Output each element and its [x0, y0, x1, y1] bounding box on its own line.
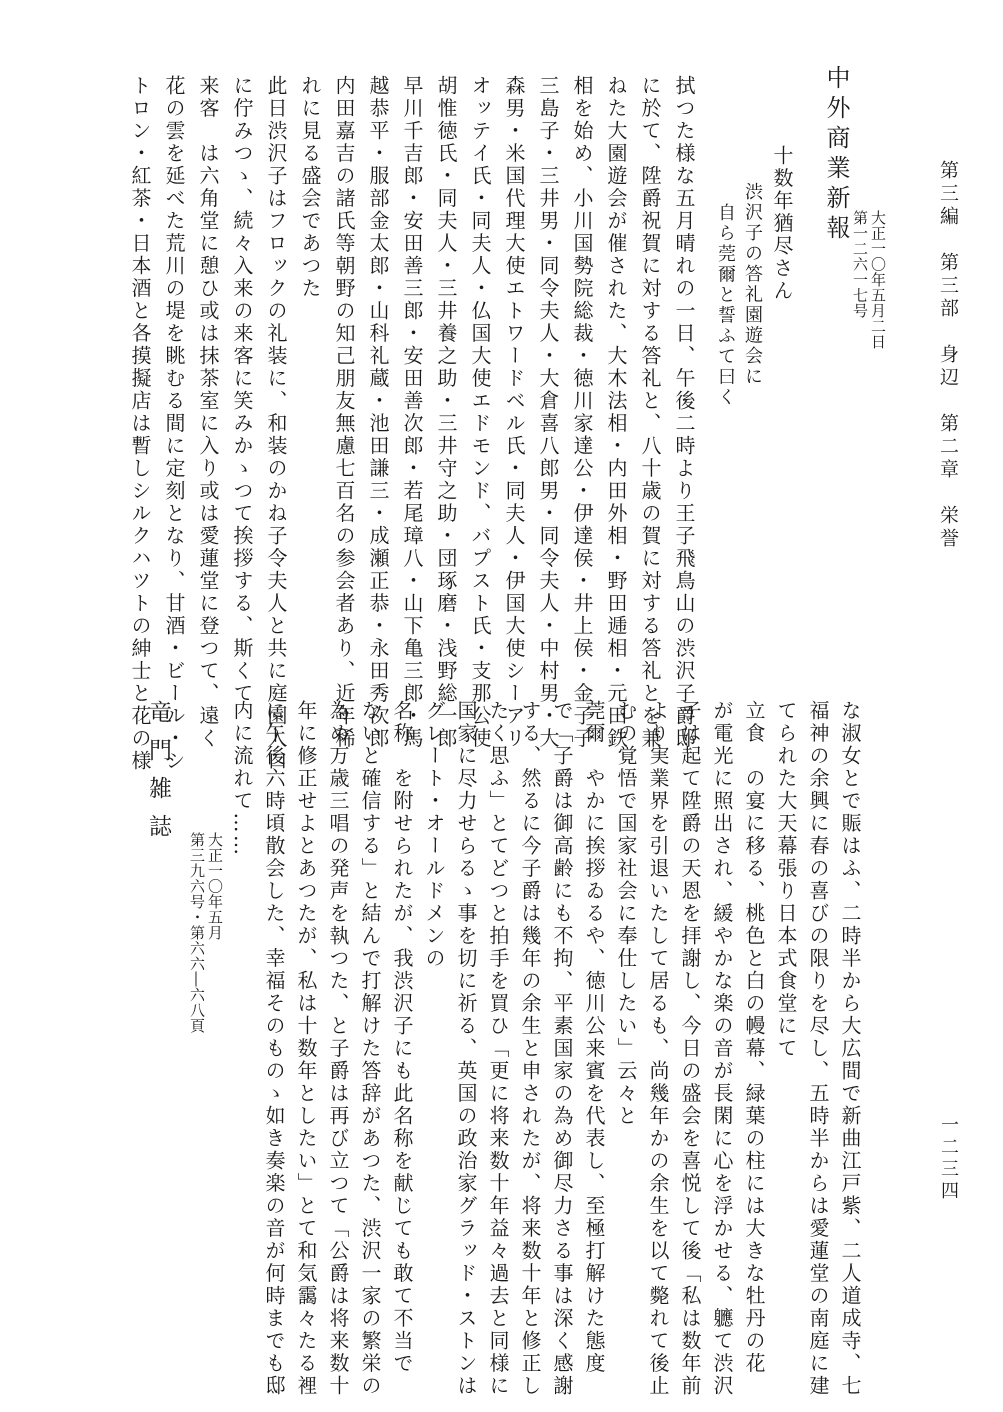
text-column: 相を始め、小川国勢院総裁・徳川家達公・伊達侯・井上侯・金子子 — [570, 75, 594, 750]
article-headline: 十数年猶尽さん — [770, 145, 794, 303]
text-column: 越恭平・服部金太郎・山科礼蔵・池田謙三・成瀬正恭・永田秀次郎 — [366, 75, 390, 750]
text-column: で「子爵は御高齢にも不拘、平素国家の為め御尽力さる事は深く感謝 — [550, 700, 574, 1398]
source-issue: 第一二六一七号 — [851, 210, 869, 319]
text-column: より実業界を引退いたして居るも、尚幾年かの余生を以て斃れて後止 — [646, 700, 670, 1398]
article-subhead: 自ら莞爾と誓ふて曰く — [715, 203, 736, 408]
text-column: 森男・米国代理大使エトワードベル氏・同夫人・伊国大使シーアリ — [502, 75, 526, 750]
text-column: 此日渋沢子はフロックの礼装に、和装のかね子令夫人と共に庭園入口 — [264, 75, 288, 773]
page-number: 一二三四 — [938, 1115, 959, 1203]
source-date: 大正一〇年五月二日 — [869, 210, 887, 350]
source2-issue: 第三九六号・第六六―六八頁 — [188, 832, 206, 1034]
source-title: 中外商業新報 — [822, 65, 850, 245]
article-subhead: 渋沢子の答礼園遊会に — [742, 182, 763, 387]
text-column: 年に修正せよとあつたが、私は十数年としたい」とて和気靄々たる裡 — [294, 700, 318, 1398]
text-column: 内田嘉吉の諸氏等朝野の知己朋友無慮七百名の参会者あり、近年稀 — [332, 75, 356, 750]
text-column: 立食 の宴に移る、桃色と白の幔幕、緑葉の柱には大きな牡丹の花 — [742, 700, 766, 1375]
text-column: 福神の余興に春の喜びの限りを尽し、五時半からは愛蓮堂の南庭に建 — [806, 700, 830, 1398]
text-column: たく思ふ」とてどつと拍手を買ひ「更に将来数十年益々過去と同様に — [486, 700, 510, 1398]
text-column: むの覚悟で国家社会に奉仕したい」云々と — [614, 700, 638, 1128]
text-column: 名称 を附せられたが、我渋沢子にも此名称を献じても敢て不当で — [390, 700, 414, 1375]
text-column: な淑女とで賑はふ、二時半から大広間で新曲江戸紫、二人道成寺、七 — [838, 700, 862, 1398]
text-column: オッテイ氏・同夫人・仏国大使エドモンド、バプスト氏・支那公使 — [468, 75, 492, 750]
text-column: てられた大天幕張り日本式食堂にて — [774, 700, 798, 1060]
running-head: 第三編 第三部 身辺 第二章 栄誉 — [937, 160, 959, 551]
text-column: 子は起て陞爵の天恩を拝謝し、今日の盛会を喜悦して後「私は数年前 — [678, 700, 702, 1398]
text-column: 胡惟徳氏・同夫人・三井養之助・三井守之助・団琢磨・浅野総一郎 — [434, 75, 458, 750]
text-column: ねた大園遊会が催された、大木法相・内田外相・野田逓相・元田鉄 — [604, 75, 628, 750]
text-column: が電光に照出され、緩やかな楽の音が長閑に心を浮かせる、軈て渋沢 — [710, 700, 734, 1398]
text-column: 花の雲を延べた荒川の堤を眺むる間に定刻となり、甘酒・ビール・シ — [162, 75, 186, 773]
text-column: ないと確信する」と結んで打解けた答辞があつた、渋沢一家の繁栄の — [358, 700, 382, 1398]
text-column: に於て、陞爵祝賀に対する答礼と、八十歳の賀に対する答礼とを兼 — [638, 75, 662, 750]
source2-title: 竜門雑誌 — [145, 700, 171, 852]
text-column: 国家に尽力せらるゝ事を切に祈る、英国の政治家グラッド・ストンは — [454, 700, 478, 1398]
text-column: する、然るに今子爵は幾年の余生と申されたが、将来数十年と修正し — [518, 700, 542, 1398]
text-column: グレート・オールドメンの — [422, 700, 446, 970]
text-column: 拭つた様な五月晴れの一日、午後二時より王子飛鳥山の渋沢子爵邸 — [672, 75, 696, 750]
text-column: 三島子・三井男・同令夫人・大倉喜八郎男・同令夫人・中村男・大 — [536, 75, 560, 750]
text-column: れに見る盛会であつた — [298, 75, 322, 300]
text-column: 早川千吉郎・安田善三郎・安田善次郎・若尾璋八・山下亀三郎・馬 — [400, 75, 424, 750]
source2-date: 大正一〇年五月 — [206, 832, 224, 941]
text-column: 為め万歳三唱の発声を執つた、と子爵は再び立つて「公爵は将来数十 — [326, 700, 350, 1398]
text-column: に午後六時頃散会した、幸福そのものゝ如き奏楽の音が何時までも邸 — [262, 700, 286, 1398]
text-column: 莞爾 やかに挨拶ゐるや、徳川公来賓を代表し、至極打解けた態度 — [582, 700, 606, 1375]
text-column: に佇みつゝ、続々入来の来客に笑みかゝつて挨拶する、斯くて — [230, 75, 254, 705]
text-column: 内に流れて…… — [230, 700, 254, 858]
text-column: トロン・紅茶・日本酒と各摸擬店は暫しシルクハツトの紳士と花の様 — [128, 75, 152, 773]
text-column: 来客 は六角堂に憩ひ或は抹茶室に入り或は愛蓮堂に登つて、遠く — [196, 75, 220, 750]
